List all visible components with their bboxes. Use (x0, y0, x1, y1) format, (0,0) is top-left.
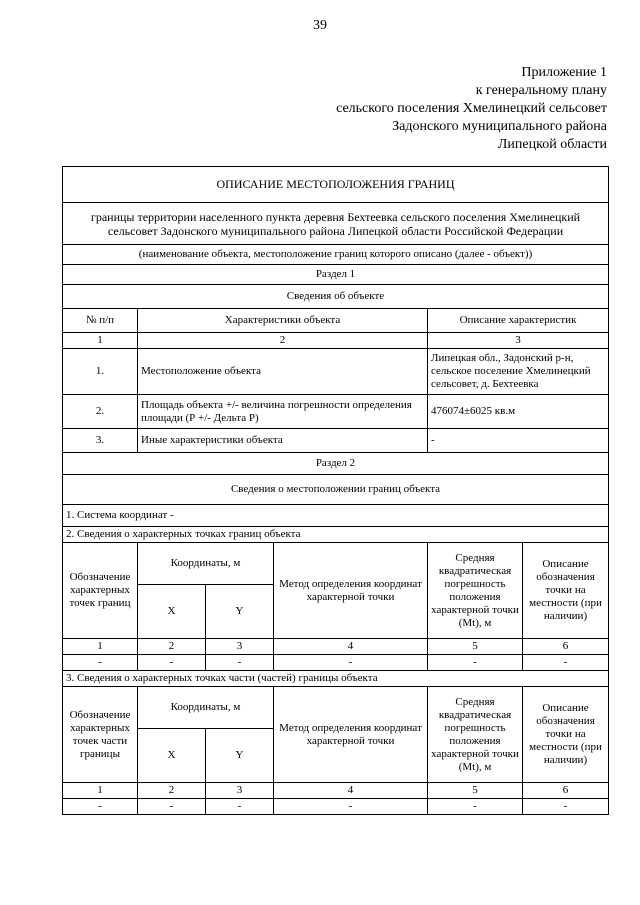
header-point-description: Описание обозначения точки на местности (при наличии) (523, 687, 609, 783)
section2-subtitle: Сведения о местоположении границ объекта (63, 475, 609, 505)
column-number: 2 (138, 783, 206, 799)
header-designation: Обозначение характерных точек границ (63, 543, 138, 639)
column-number: 1 (63, 639, 138, 655)
appendix-line: сельского поселения Хмелинецкий сельсовет (336, 101, 607, 116)
characteristic-name: Местоположение объекта (138, 349, 428, 395)
column-number: 6 (523, 639, 609, 655)
table-cell: - (274, 799, 428, 815)
column-number: 4 (274, 783, 428, 799)
table-cell: - (274, 655, 428, 671)
header-num: № п/п (63, 309, 138, 333)
table-cell: - (206, 799, 274, 815)
table-cell: - (138, 655, 206, 671)
column-number: 6 (523, 783, 609, 799)
appendix-line: Приложение 1 (521, 65, 607, 80)
appendix-line: к генеральному плану (475, 83, 607, 98)
column-number: 3 (206, 783, 274, 799)
header-error: Средняя квадратическая погрешность положения характерной точки (Mt), м (428, 687, 523, 783)
header-designation: Обозначение характерных точек части границы (63, 687, 138, 783)
object-description: границы территории населенного пункта деревня Бехтеевка сельского поселения Хмелинецкий сельсовет Задонского муниципального района Липецкой области Российской Федерации (63, 203, 609, 245)
appendix-line: Липецкой области (497, 137, 607, 152)
form-title: ОПИСАНИЕ МЕСТОПОЛОЖЕНИЯ ГРАНИЦ (63, 167, 609, 203)
parts-title: 3. Сведения о характерных точках части (частей) границы объекта (63, 671, 609, 687)
boundary-description-form (62, 166, 609, 815)
characteristic-value: Липецкая обл., Задонский р-н, сельское поселение Хмелинецкий сельсовет, д. Бехтеевка (428, 349, 609, 395)
table-cell: - (523, 799, 609, 815)
row-number: 2. (63, 395, 138, 429)
column-number: 4 (274, 639, 428, 655)
coordinate-system: 1. Система координат - (63, 505, 609, 527)
header-x: X (138, 585, 206, 639)
header-coordinates: Координаты, м (138, 543, 274, 585)
header-description: Описание характеристик (428, 309, 609, 333)
column-number: 2 (138, 639, 206, 655)
column-number: 3 (206, 639, 274, 655)
column-number: 5 (428, 639, 523, 655)
characteristic-value: - (428, 429, 609, 453)
characteristic-name: Площадь объекта +/- величина погрешности определения площади (Р +/- Дельта Р) (138, 395, 428, 429)
header-error: Средняя квадратическая погрешность положения характерной точки (Mt), м (428, 543, 523, 639)
table-cell: - (63, 799, 138, 815)
column-number: 5 (428, 783, 523, 799)
table-cell: - (138, 799, 206, 815)
appendix-line: Задонского муниципального района (392, 119, 607, 134)
column-number: 2 (138, 333, 428, 349)
column-number: 3 (428, 333, 609, 349)
table-cell: - (428, 799, 523, 815)
table-row (63, 429, 609, 453)
header-point-description: Описание обозначения точки на местности (при наличии) (523, 543, 609, 639)
table-cell: - (523, 655, 609, 671)
table-cell: - (428, 655, 523, 671)
table-cell: - (206, 655, 274, 671)
table-cell: - (63, 655, 138, 671)
points-title: 2. Сведения о характерных точках границ объекта (63, 527, 609, 543)
table-row (63, 655, 609, 671)
header-method: Метод определения координат характерной точки (274, 543, 428, 639)
header-y: Y (206, 585, 274, 639)
header-method: Метод определения координат характерной точки (274, 687, 428, 783)
object-caption: (наименование объекта, местоположение границ которого описано (далее - объект)) (63, 245, 609, 265)
column-number: 1 (63, 333, 138, 349)
table-row (63, 395, 609, 429)
header-coordinates: Координаты, м (138, 687, 274, 729)
table-row (63, 799, 609, 815)
row-number: 1. (63, 349, 138, 395)
characteristic-value: 476074±6025 кв.м (428, 395, 609, 429)
column-number: 1 (63, 783, 138, 799)
section2-title: Раздел 2 (63, 453, 609, 475)
section1-subtitle: Сведения об объекте (63, 285, 609, 309)
header-characteristics: Характеристики объекта (138, 309, 428, 333)
header-x: X (138, 729, 206, 783)
header-y: Y (206, 729, 274, 783)
appendix-header (207, 64, 607, 154)
table-row (63, 349, 609, 395)
row-number: 3. (63, 429, 138, 453)
page-number: 39 (313, 18, 327, 33)
characteristic-name: Иные характеристики объекта (138, 429, 428, 453)
section1-title: Раздел 1 (63, 265, 609, 285)
